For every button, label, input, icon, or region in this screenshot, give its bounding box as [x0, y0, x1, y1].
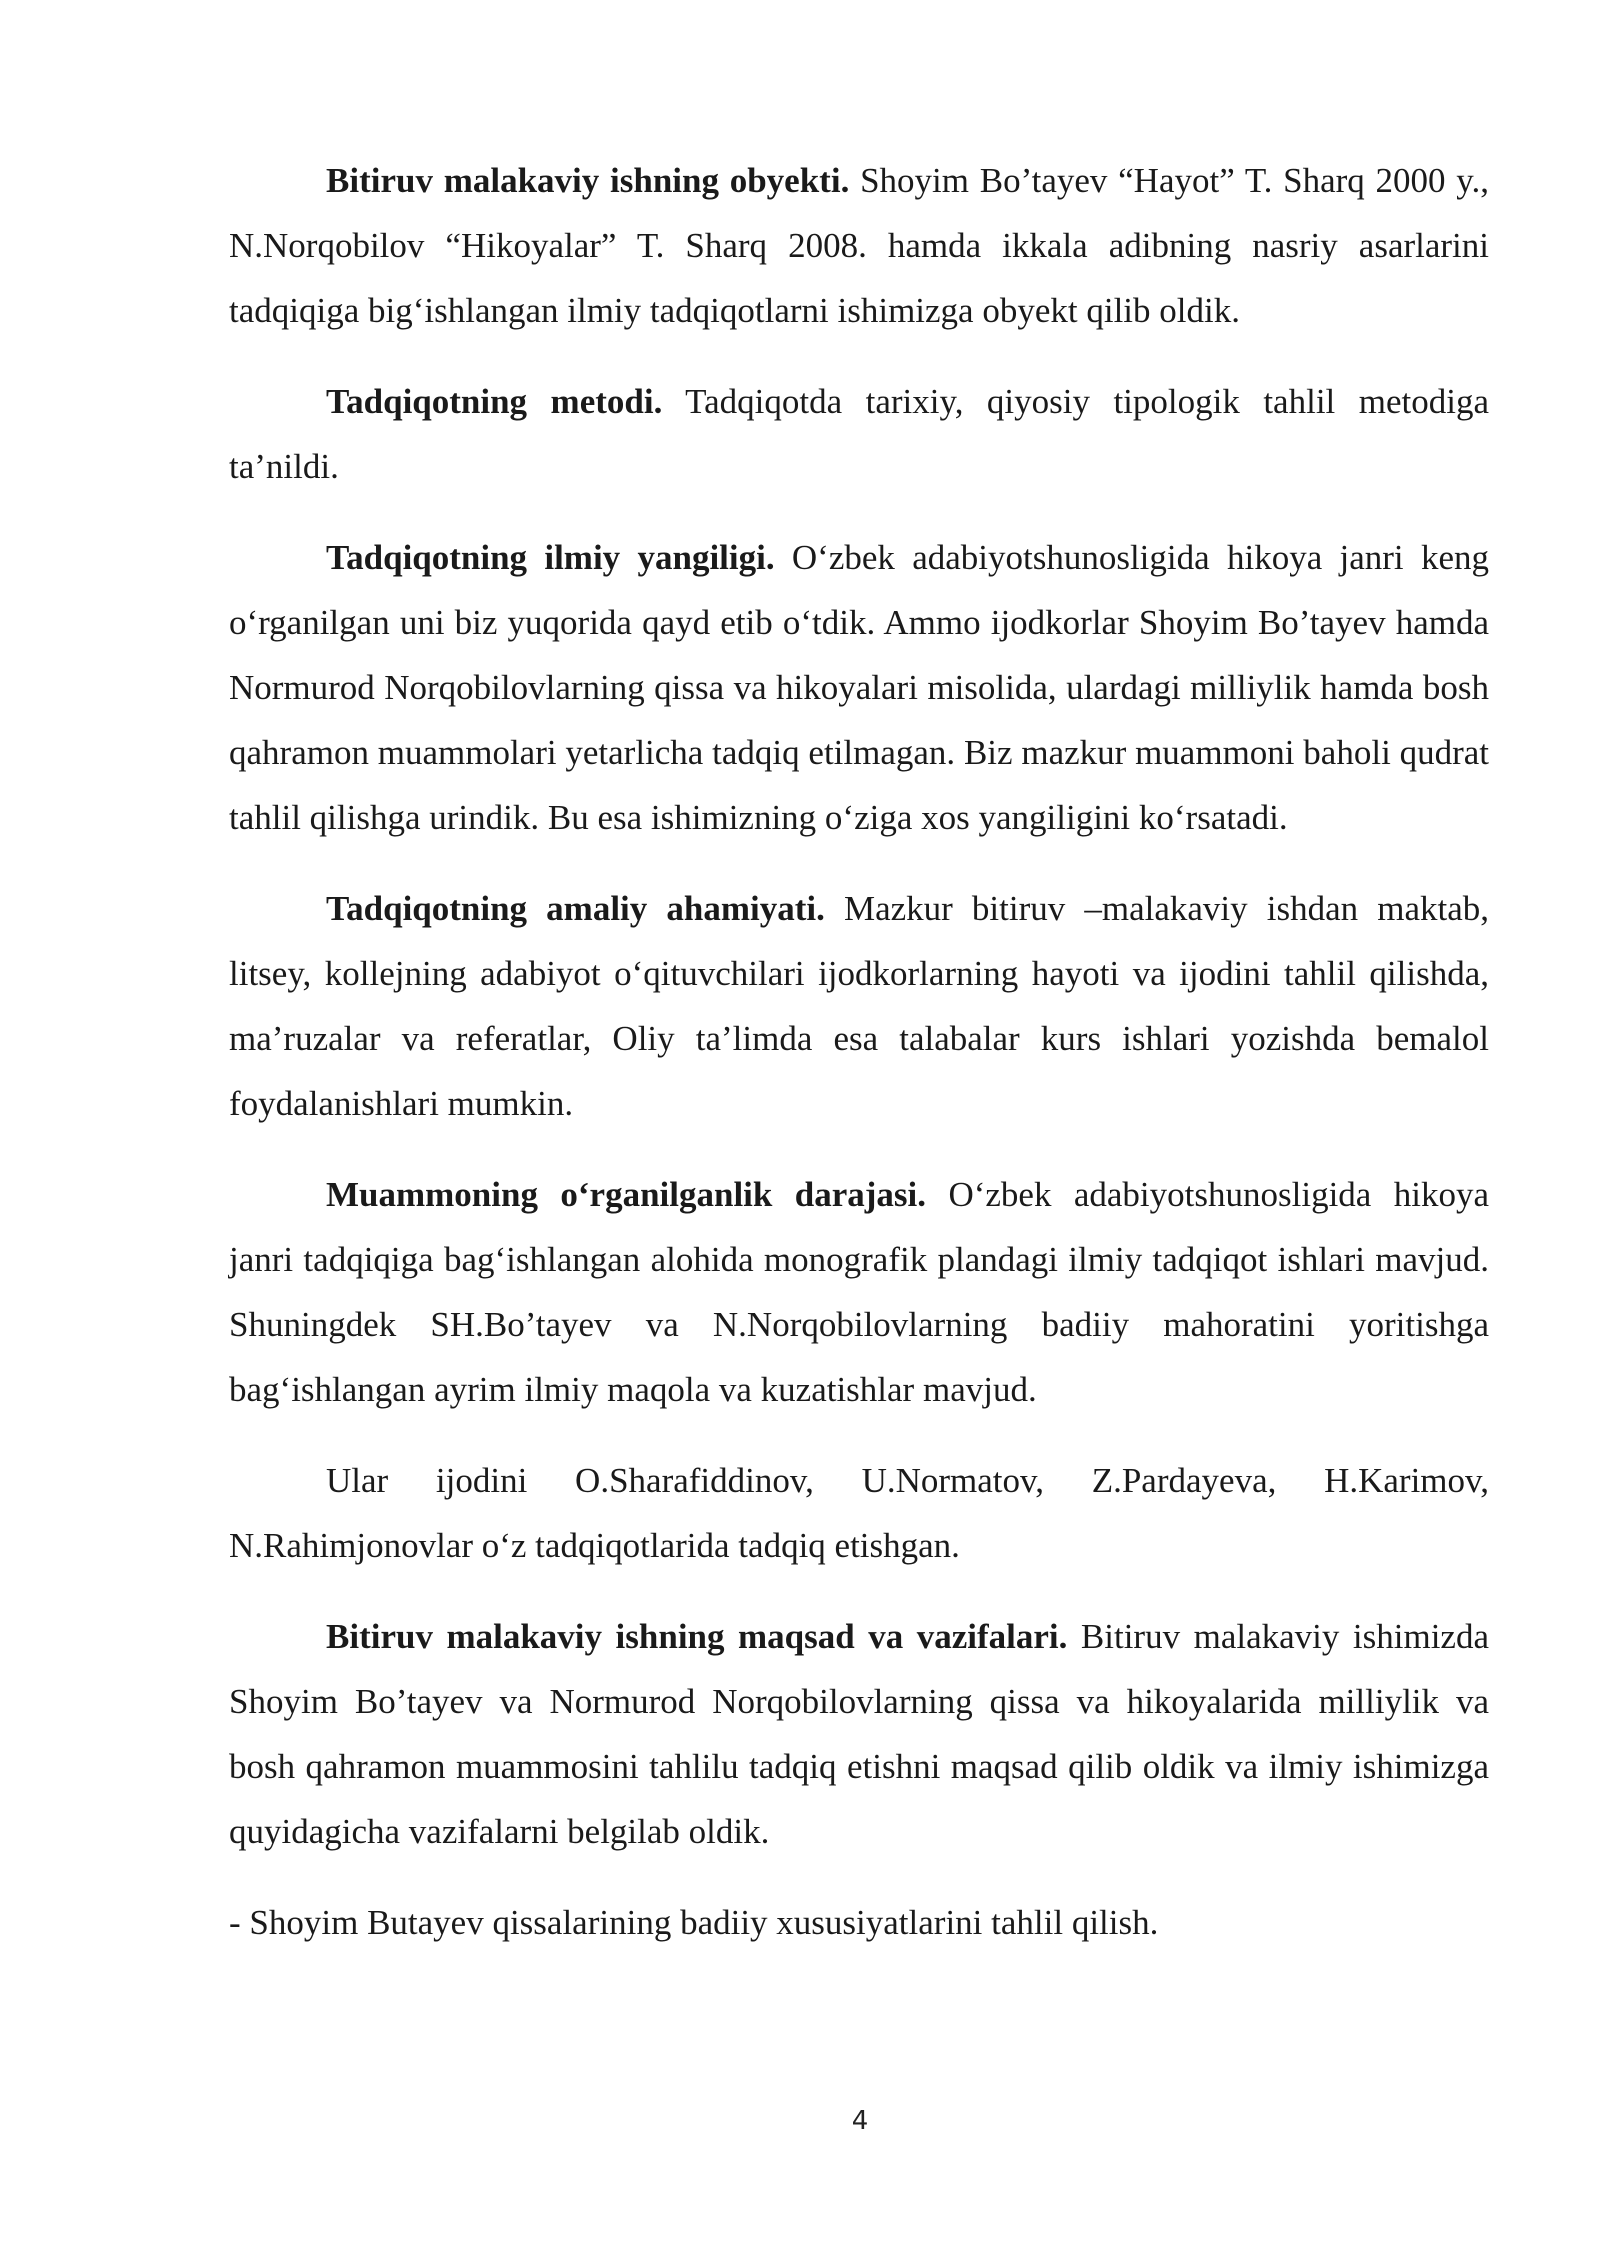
paragraph-heading: Bitiruv malakaviy ishning maqsad va vazifalari. [326, 1617, 1068, 1656]
paragraph-text: Tadqiqotda tarixiy, qiyosiy tipologik tahlil metodiga ta’nildi. [229, 382, 1489, 486]
paragraph-study-level [229, 1162, 1489, 1422]
paragraph-practical-value [229, 876, 1489, 1136]
paragraph-text: Ular ijodini O.Sharafiddinov, U.Normatov, Z.Pardayeva, H.Karimov, N.Rahimjonovlar o‘z tadqiqotlarida tadqiq etishgan. [229, 1461, 1489, 1565]
paragraph-text: O‘zbek adabiyotshunosligida hikoya janri tadqiqiga bag‘ishlangan alohida monografik plandagi ilmiy tadqiqot ishlari mavjud. Shuningdek SH.Bo’tayev va N.Norqobilovlarning badiiy mahoratini yoritishga bag‘ishlangan ayrim ilmiy maqola va kuzatishlar mavjud. [229, 1175, 1489, 1409]
paragraph-object [229, 148, 1489, 343]
paragraph-novelty [229, 525, 1489, 850]
paragraph-text: Bitiruv malakaviy ishimizda Shoyim Bo’tayev va Normurod Norqobilovlarning qissa va hikoyalarida milliylik va bosh qahramon muammosini tahlilu tadqiq etishni maqsad qilib oldik va ilmiy ishimizga quyidagicha vazifalarni belgilab oldik. [229, 1617, 1489, 1851]
task-list-item [229, 1890, 1489, 1955]
paragraph-goals [229, 1604, 1489, 1864]
page-number: 4 [851, 2106, 869, 2136]
paragraph-heading: Muammoning o‘rganilganlik darajasi. [326, 1175, 927, 1214]
paragraph-text: Shoyim Bo’tayev “Hayot” T. Sharq 2000 y., N.Norqobilov “Hikoyalar” T. Sharq 2008. hamda ikkala adibning nasriy asarlarini tadqiqiga big‘ishlangan ilmiy tadqiqotlarni ishimizga obyekt qilib oldik. [229, 161, 1490, 330]
paragraph-heading: Tadqiqotning ilmiy yangiligi. [326, 538, 775, 577]
paragraph-text: - Shoyim Butayev qissalarining badiiy xususiyatlarini tahlil qilish. [229, 1903, 1159, 1942]
page-content [229, 148, 1489, 1955]
paragraph-heading: Tadqiqotning amaliy ahamiyati. [326, 889, 825, 928]
paragraph-researchers [229, 1448, 1489, 1578]
paragraph-heading: Tadqiqotning metodi. [326, 382, 663, 421]
paragraph-text: Mazkur bitiruv –malakaviy ishdan maktab, litsey, kollejning adabiyot o‘qituvchilari ijodkorlarning hayoti va ijodini tahlil qilishda, ma’ruzalar va referatlar, Oliy ta’limda esa talabalar kurs ishlari yozishda bemalol foydalanishlari mumkin. [229, 889, 1489, 1123]
paragraph-heading: Bitiruv malakaviy ishning obyekti. [326, 161, 850, 200]
paragraph-text: O‘zbek adabiyotshunosligida hikoya janri keng o‘rganilgan uni biz yuqorida qayd etib o‘tdik. Ammo ijodkorlar Shoyim Bo’tayev hamda Normurod Norqobilovlarning qissa va hikoyalari misolida, ulardagi milliylik hamda bosh qahramon muammolari yetarlicha tadqiq etilmagan. Biz mazkur muammoni baholi qudrat tahlil qilishga urindik. Bu esa ishimizning o‘ziga xos yangiligini ko‘rsatadi. [229, 538, 1489, 837]
paragraph-method [229, 369, 1489, 499]
